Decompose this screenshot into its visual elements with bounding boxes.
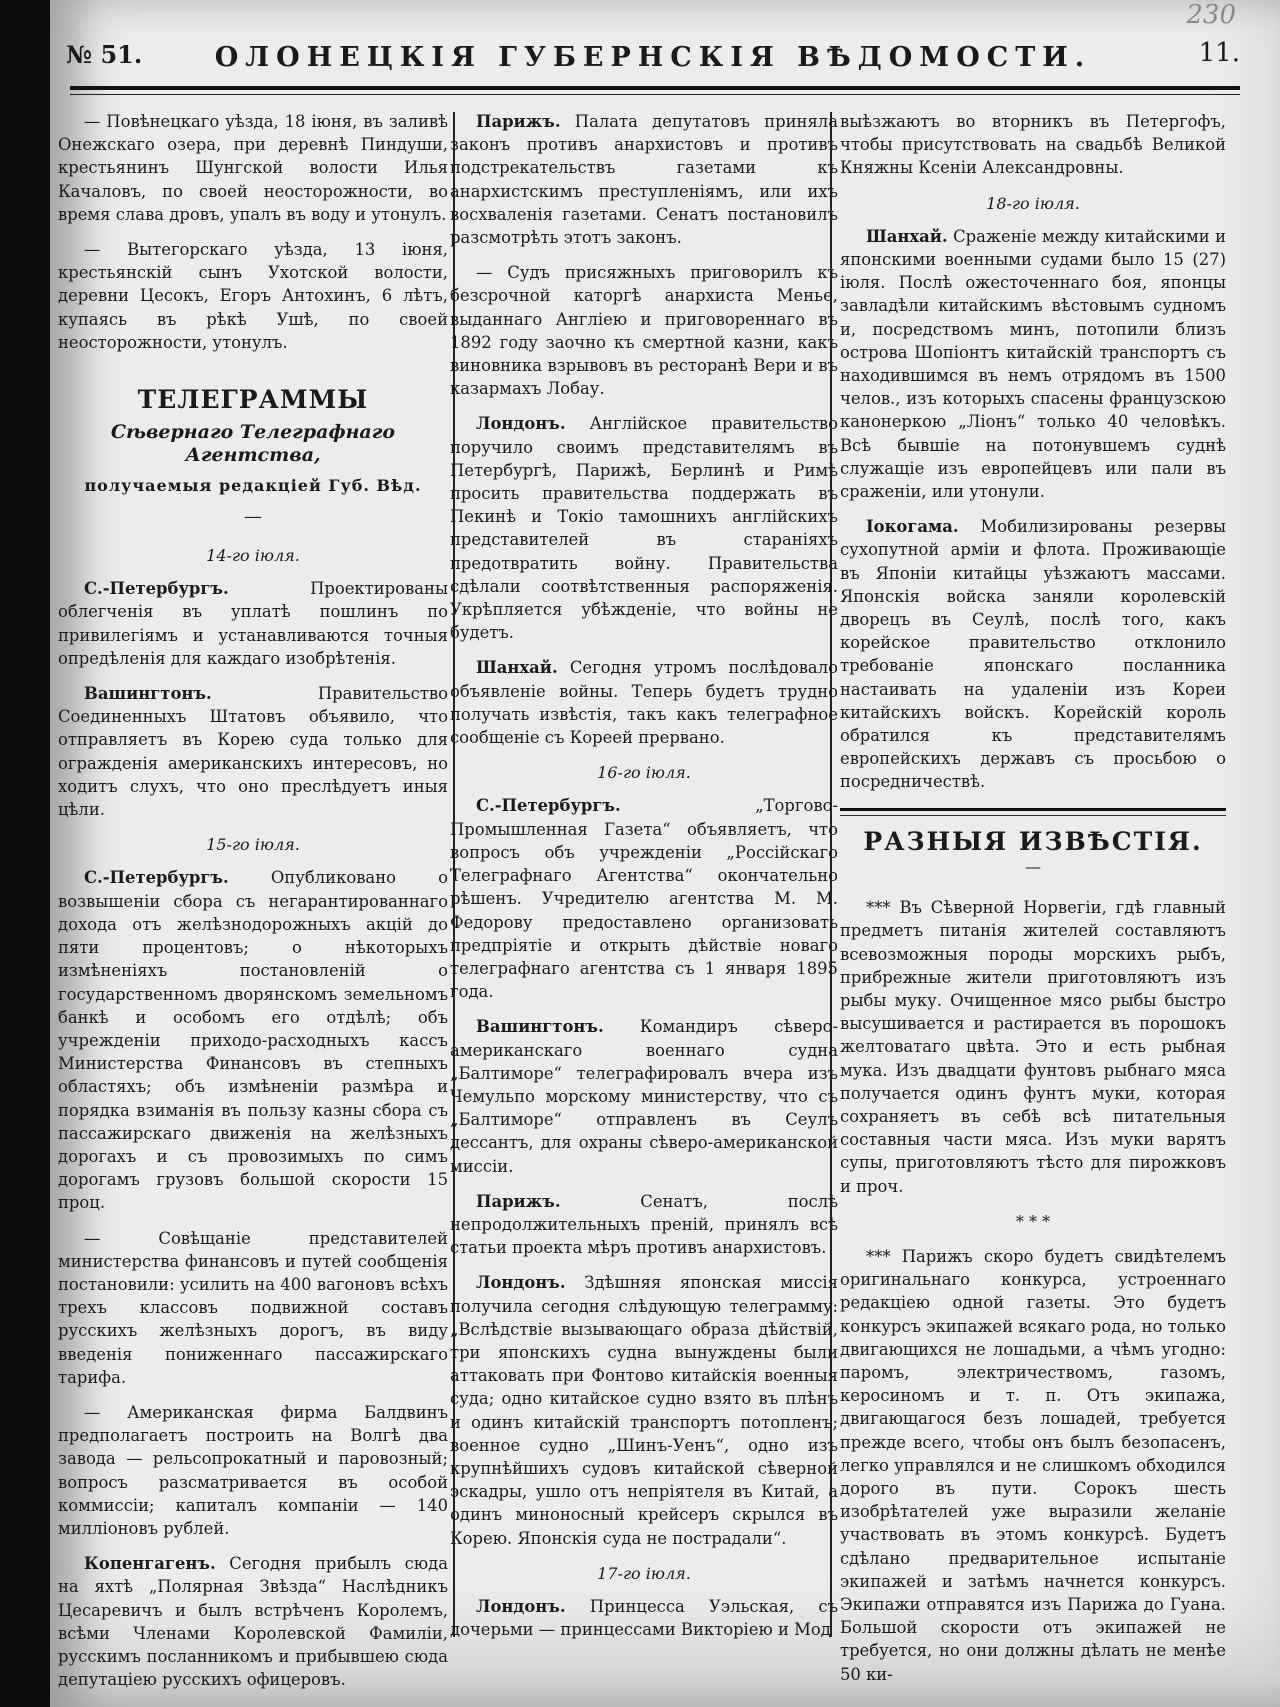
page-number: 11. bbox=[1198, 38, 1240, 68]
column-1 bbox=[58, 110, 448, 1703]
section-subtitle-2: получаемыя редакціей Губ. Вѣд. bbox=[84, 475, 422, 495]
news-paragraph: выѣзжаютъ во вторникъ въ Петергофъ, чтобы присутствовать на свадьбѣ Великой Княжны Ксеніи Александровны. bbox=[840, 112, 1226, 178]
date-heading: 15-го іюля. bbox=[206, 835, 300, 855]
news-entry bbox=[58, 682, 448, 821]
newspaper-title: ОЛОНЕЦКІЯ ГУБЕРНСКІЯ ВѢДОМОСТИ. bbox=[214, 42, 1092, 73]
entry-text: Мобилизированы резервы сухопутной арміи и флота. Проживающіе въ Японіи китайцы уѣзжаютъ массами. Японскія войска заняли королевскій дворецъ въ Сеулѣ, послѣ того, какъ корейское правительство отклонило требованіе японскаго посланника настаивать на удаленіи изъ Кореи китайскихъ войскъ. Корейскій король обратился къ представителямъ европейскихъ державъ съ просьбою о посредничествѣ. bbox=[840, 517, 1226, 792]
entry-text: Сегодня утромъ послѣдовало объявленіе войны. Теперь будетъ трудно получать извѣстія, такъ какъ телеграфное сообщеніе съ Кореей прервано. bbox=[450, 658, 838, 748]
dateline-place: С.-Петербургъ. bbox=[476, 796, 621, 816]
news-paragraph: *** Въ Сѣверной Норвегіи, гдѣ главный предметъ питанія жителей составляютъ всевозможныя породы морскихъ рыбъ, прибрежные жители приготовляютъ изъ рыбы муку. Очищенное мясо рыбы быстро высушивается и растирается въ порошокъ желтоватаго цвѣта. Это и есть рыбная мука. Изъ двадцати фунтовъ рыбнаго мяса получается одинъ фунтъ муки, которая сохраняетъ въ себѣ всѣ питательныя составныя части мяса. Изъ муки варятъ супы, приготовляютъ тѣсто для пирожковъ и проч. bbox=[840, 898, 1226, 1196]
dateline-place: Лондонъ. bbox=[476, 1273, 566, 1293]
date-heading: 14-го іюля. bbox=[206, 546, 300, 566]
dateline-place: Вашингтонъ. bbox=[84, 684, 212, 704]
dateline-place: Лондонъ. bbox=[476, 414, 566, 434]
news-paragraph: — Совѣщаніе представителей министерства финансовъ и путей сообщенія постановили: усилить на 400 вагоновъ всѣхъ трехъ классовъ подвижной составъ русскихъ желѣзныхъ дорогъ, въ виду введенія пониженнаго пассажирскаго тарифа. bbox=[58, 1228, 448, 1387]
news-entry bbox=[840, 515, 1226, 793]
news-paragraph: — Повѣнецкаго уѣзда, 18 іюня, въ заливѣ Онежскаго озера, при деревнѣ Пиндуши, крестьянинъ Шунгской волости Илья Качаловъ, по своей неосторожности, во время слава дровъ, упалъ въ воду и утонулъ. bbox=[58, 112, 448, 224]
dateline-place: Шанхай. bbox=[866, 226, 948, 246]
entry-text: Англійское правительство поручило своимъ представителямъ въ Петербургѣ, Парижѣ, Берлинѣ и Римѣ просить правительства поддержать въ Пекинѣ и Токіо тамошнихъ англійскихъ представителей въ стараніяхъ предотвратить войну. Правительства сдѣлали соотвѣтственныя распоряженія. Укрѣпляется убѣжденіе, что войны не будетъ. bbox=[450, 414, 838, 643]
newspaper-page bbox=[50, 0, 1280, 1707]
section-title: ТЕЛЕГРАММЫ bbox=[137, 385, 369, 415]
entry-text: Принцесса Уэльская, съ дочерьми — принцессами Викторіею и Мод bbox=[450, 1596, 838, 1640]
news-paragraph: *** Парижъ скоро будетъ свидѣтелемъ оригинальнаго конкурса, устроеннаго редакціею одной газеты. Это будетъ конкурсъ экипажей всякаго рода, но только двигающихся не лошадьми, а чѣмъ угодно: паромъ, электричествомъ, газомъ, керосиномъ и т. п. Отъ экипажа, двигающагося безъ лошадей, требуется прежде всего, чтобы онъ былъ безопасенъ, легко управлялся и не слишкомъ обходился дорого въ пути. Сорокъ шесть изобрѣтателей уже выразили желаніе участвовать въ этомъ конкурсѣ. Будетъ сдѣлано предварительное испытаніе экипажей и затѣмъ начнется конкурсъ. Экипажи отправятся изъ Парижа до Гуана. Большой скорости отъ экипажей не требуется, но они должны дѣлать не менѣе 50 ки- bbox=[840, 1246, 1226, 1684]
news-entry bbox=[58, 1552, 448, 1691]
news-entry bbox=[450, 794, 838, 1003]
entry-text: Командиръ сѣверо-американскаго военнаго судна „Балтиморе“ телеграфировалъ вчера изъ Чемульпо морскому министерству, что съ „Балтиморе“ отправленъ въ Сеулъ дессантъ, для охраны сѣверо-американской миссіи. bbox=[450, 1017, 838, 1176]
dateline-place: Парижъ. bbox=[476, 112, 561, 131]
news-entry bbox=[58, 577, 448, 670]
dateline-place: С.-Петербургъ. bbox=[84, 868, 229, 888]
news-entry bbox=[450, 1595, 838, 1641]
masthead-rule-thin bbox=[70, 94, 1240, 95]
dateline-place: Іокогама. bbox=[866, 517, 959, 537]
news-entry bbox=[840, 225, 1226, 503]
news-entry bbox=[450, 1271, 838, 1549]
column-2 bbox=[450, 110, 838, 1653]
entry-text: Опубликовано о возвышеніи сбора съ негарантированнаго дохода отъ желѣзнодорожныхъ акцій до пяти процентовъ; о нѣкоторыхъ измѣненіяхъ постановленій о государственномъ дворянскомъ земельномъ банкѣ и особомъ его отдѣлѣ; объ учрежденіи приходо-расходныхъ кассъ Министерства Финансовъ въ степныхъ областяхъ; объ измѣненіи размѣра и порядка взиманія въ пользу казны сбора съ пассажирскаго движенія на желѣзныхъ дорогахъ и съ провозимыхъ по симъ дорогамъ грузовъ большой скорости 15 проц. bbox=[58, 868, 448, 1213]
section-rule-thin bbox=[840, 815, 1226, 816]
entry-text: „Торгово-Промышленная Газета“ объявляетъ, что вопросъ объ учрежденіи „Россійскаго Телеграфнаго Агентства“ окончательно рѣшенъ. Учредителю агентства М. М. Федорову предоставлено организовать предпріятіе и открыть дѣйствіе новаго телеграфнаго агентства съ 1 января 1895 года. bbox=[450, 796, 838, 1002]
news-paragraph: — Американская фирма Балдвинъ предполагаетъ построить на Волгѣ два завода — рельсопрокатный и паровозный; вопросъ разсматривается въ особой коммиссіи; капиталъ компаніи — 140 милліоновъ рублей. bbox=[58, 1402, 448, 1538]
dateline-place: С.-Петербургъ. bbox=[84, 579, 229, 599]
date-heading: 16-го іюля. bbox=[597, 763, 691, 783]
section-dash: — bbox=[1025, 856, 1041, 876]
news-entry bbox=[450, 110, 838, 249]
column-3 bbox=[840, 110, 1226, 1698]
section-title: РАЗНЫЯ ИЗВѢСТІЯ. bbox=[863, 826, 1203, 856]
dateline-place: Шанхай. bbox=[476, 658, 558, 678]
news-entry bbox=[450, 1015, 838, 1177]
masthead-rule bbox=[70, 86, 1240, 90]
dateline-place: Копенгагенъ. bbox=[84, 1554, 216, 1574]
entry-text: Правительство Соединенныхъ Штатовъ объявило, что отправляетъ въ Корею суда только для огражденія американскихъ интересовъ, но ходитъ слухъ, что оно преслѣдуетъ иныя цѣли. bbox=[58, 684, 448, 820]
news-entry bbox=[450, 1190, 838, 1260]
news-entry bbox=[450, 656, 838, 749]
date-heading: 18-го іюля. bbox=[986, 193, 1080, 213]
entry-text: Сраженіе между китайскими и японскими военными судами было 15 (27) іюля. Послѣ ожесточеннаго боя, японцы завладѣли китайскимъ вѣстовымъ судномъ и, посредствомъ минъ, потопили близъ острова Шопіонтъ китайскій транспортъ съ находившимся въ немъ отрядомъ въ 1500 челов., изъ которыхъ спасены французскою канонеркою „Ліонъ“ только 40 человѣкъ. Всѣ бывшіе на потонувшемъ суднѣ служащіе изъ европейцевъ или пали въ сраженіи, или утонули. bbox=[840, 226, 1226, 502]
news-entry bbox=[58, 866, 448, 1214]
dateline-place: Вашингтонъ. bbox=[476, 1017, 604, 1037]
entry-text: Сегодня прибылъ сюда на яхтѣ „Полярная Звѣзда“ Наслѣдникъ Цесаревичъ и былъ встрѣченъ Королемъ, всѣми Членами Королевской Фамиліи, русскимъ посланникомъ и прибывшею сюда депутаціею русскихъ офицеровъ. bbox=[58, 1554, 448, 1690]
corner-mark: 230 bbox=[1186, 0, 1236, 30]
news-paragraph: — Судъ присяжныхъ приговорилъ къ безсрочной каторгѣ анархиста Менье, выданнаго Англіею и приговореннаго въ 1892 году заочно къ смертной казни, какъ виновника взрывовъ въ ресторанѣ Вери и въ казармахъ Лобау. bbox=[450, 263, 838, 399]
masthead bbox=[66, 36, 1240, 82]
dateline-place: Парижъ. bbox=[476, 1191, 561, 1211]
entry-text: Здѣшняя японская миссія получила сегодня слѣдующую телеграмму: „Вслѣдствіе вызывающаго образа дѣйствій, три японскихъ судна вынуждены были аттаковать при Фонтово китайскія военныя суда; одно китайское судно взято въ плѣнъ и одинъ китайскій транспортъ потопленъ; военное судно „Шинъ-Уенъ“, одно изъ крупнѣйшихъ судовъ китайской сѣверной эскадры, ушло отъ непріятеля въ Китай, а одинъ миноносный крейсеръ скрылся въ Корею. Японскія суда не пострадали“. bbox=[450, 1273, 838, 1548]
entry-text: Палата депутатовъ приняла законъ противъ анархистовъ и противъ подстрекательствъ газетами къ анархистскимъ преступленіямъ, или ихъ восхваленія газетами. Сенатъ постановилъ разсмотрѣть этотъ законъ. bbox=[450, 112, 838, 248]
section-dash: — bbox=[244, 505, 262, 527]
entry-text: Проектированы облегченія въ уплатѣ пошлинъ по привилегіямъ и устанавливаются точныя опредѣленія для каждаго изобрѣтенія. bbox=[58, 579, 448, 668]
news-entry bbox=[450, 412, 838, 644]
news-paragraph: — Вытегорскаго уѣзда, 13 іюня, крестьянскій сынъ Ухотской волости, деревни Цесокъ, Егоръ Антохинъ, 6 лѣтъ, купаясь въ рѣкѣ Ушѣ, по своей неосторожности, утонулъ. bbox=[58, 240, 448, 352]
section-rule bbox=[840, 808, 1226, 811]
dateline-place: Лондонъ. bbox=[476, 1596, 566, 1616]
date-heading: 17-го іюля. bbox=[597, 1563, 691, 1583]
issue-number: № 51. bbox=[66, 40, 143, 69]
entry-text: Сенатъ, послѣ непродолжительныхъ преній, принялъ всѣ статьи проекта мѣръ противъ анархистовъ. bbox=[450, 1191, 838, 1258]
asterism: * * * bbox=[1015, 1211, 1051, 1231]
section-subtitle: Сѣвернаго Телеграфнаго Агентства, bbox=[110, 421, 396, 467]
